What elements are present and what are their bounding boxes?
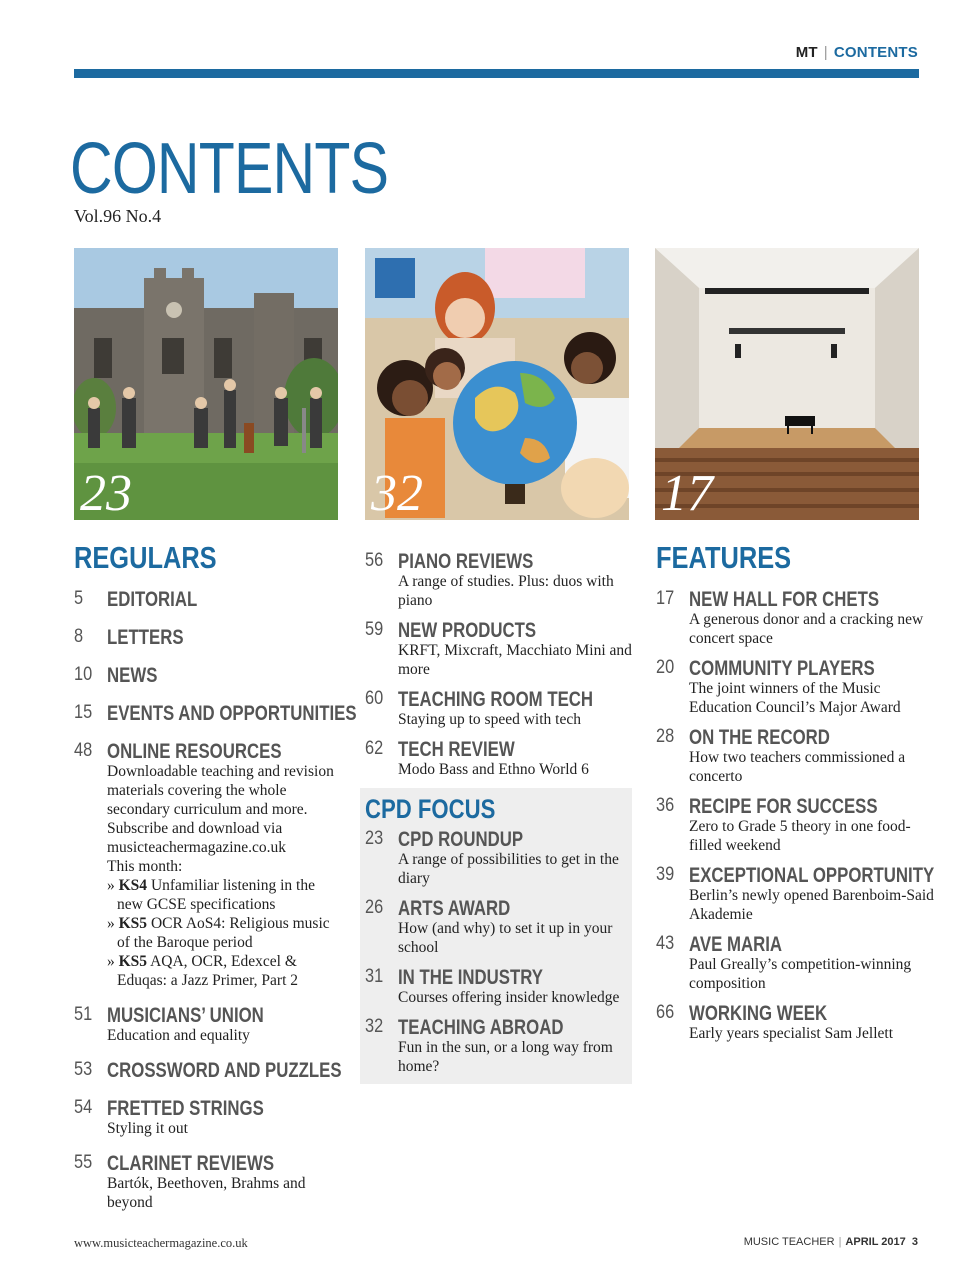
list-item[interactable] bbox=[74, 740, 344, 990]
item-description: The joint winners of the Music Education Council’s Major Award bbox=[689, 680, 901, 716]
footer-issue: APRIL 2017 bbox=[845, 1236, 906, 1248]
item-title: LETTERS bbox=[107, 626, 184, 649]
item-page: 55 bbox=[74, 1152, 93, 1173]
item-title: TECH REVIEW bbox=[398, 738, 515, 761]
item-title: EDITORIAL bbox=[107, 588, 198, 611]
item-description: How (and why) to set it up in your school bbox=[398, 920, 613, 956]
photo-page-number: 17 bbox=[661, 465, 713, 520]
photo-page-number: 23 bbox=[80, 465, 132, 520]
item-page: 56 bbox=[365, 550, 384, 571]
item-title: FRETTED STRINGS bbox=[107, 1097, 264, 1120]
resource-bullet: » KS5 OCR AoS4: Religious music of the Baroque period bbox=[107, 915, 330, 951]
photo-concert-hall bbox=[655, 248, 919, 520]
item-description: Bartók, Beethoven, Brahms and beyond bbox=[107, 1175, 306, 1211]
item-title: AVE MARIA bbox=[689, 933, 783, 956]
item-title: CLARINET REVIEWS bbox=[107, 1152, 275, 1175]
list-item[interactable] bbox=[74, 626, 344, 650]
list-item[interactable] bbox=[365, 619, 635, 679]
item-title: PIANO REVIEWS bbox=[398, 550, 534, 573]
item-page: 59 bbox=[365, 619, 384, 640]
list-item[interactable] bbox=[74, 664, 344, 688]
list-item[interactable] bbox=[74, 1152, 344, 1212]
item-title: TEACHING ROOM TECH bbox=[398, 688, 594, 711]
page-number: 3 bbox=[911, 1236, 918, 1248]
header-section: CONTENTS bbox=[833, 44, 918, 61]
list-item[interactable] bbox=[656, 1002, 926, 1043]
item-description: Education and equality bbox=[107, 1027, 250, 1044]
running-header bbox=[796, 44, 918, 61]
item-page: 5 bbox=[74, 588, 84, 609]
list-item[interactable] bbox=[365, 738, 635, 779]
photo-castle-quartet bbox=[74, 248, 338, 520]
item-title: COMMUNITY PLAYERS bbox=[689, 657, 875, 680]
item-description: Berlin’s newly opened Barenboim-Said Akademie bbox=[689, 887, 934, 923]
item-description: A generous donor and a cracking new concert space bbox=[689, 611, 924, 647]
page-title: CONTENTS bbox=[70, 129, 389, 209]
item-page: 15 bbox=[74, 702, 93, 723]
list-item[interactable] bbox=[365, 688, 635, 729]
item-page: 10 bbox=[74, 664, 93, 685]
photo-page-number: 32 bbox=[371, 465, 423, 520]
list-item[interactable] bbox=[656, 864, 935, 924]
volume-label: Vol.96 No.4 bbox=[74, 206, 162, 226]
item-page: 54 bbox=[74, 1097, 93, 1118]
item-page: 39 bbox=[656, 864, 675, 885]
list-item[interactable] bbox=[74, 588, 344, 612]
item-title: WORKING WEEK bbox=[689, 1002, 828, 1025]
cpd-heading: CPD FOCUS bbox=[365, 794, 496, 824]
list-item[interactable] bbox=[365, 550, 635, 610]
item-description: Downloadable teaching and revision materials covering the whole secondary curriculum and more. Subscribe and download via musicteachermagazine.co.uk bbox=[107, 763, 334, 856]
item-description: Courses offering insider knowledge bbox=[398, 989, 620, 1006]
item-title: MUSICIANS’ UNION bbox=[107, 1004, 264, 1027]
item-page: 23 bbox=[365, 828, 384, 849]
list-item[interactable] bbox=[74, 1004, 344, 1045]
item-page: 17 bbox=[656, 588, 675, 609]
item-title: ON THE RECORD bbox=[689, 726, 830, 749]
header-separator: | bbox=[823, 44, 828, 61]
item-page: 36 bbox=[656, 795, 675, 816]
item-title: IN THE INDUSTRY bbox=[398, 966, 543, 989]
bullet-text: Unfamiliar listening in the new GCSE specifications bbox=[117, 877, 315, 913]
item-page: 43 bbox=[656, 933, 675, 954]
item-title: CROSSWORD AND PUZZLES bbox=[107, 1059, 342, 1082]
list-item[interactable] bbox=[656, 795, 926, 855]
item-description: How two teachers commissioned a concerto bbox=[689, 749, 906, 785]
footer-mag: MUSIC TEACHER bbox=[743, 1236, 835, 1248]
list-item[interactable] bbox=[74, 702, 357, 726]
item-page: 51 bbox=[74, 1004, 93, 1025]
cpd-focus-box bbox=[360, 788, 632, 1084]
list-item[interactable] bbox=[656, 933, 926, 993]
item-title: NEW PRODUCTS bbox=[398, 619, 537, 642]
item-page: 26 bbox=[365, 897, 384, 918]
list-item[interactable] bbox=[365, 828, 627, 888]
footer-folio bbox=[744, 1236, 918, 1248]
item-title: ARTS AWARD bbox=[398, 897, 511, 920]
regulars-heading: REGULARS bbox=[74, 540, 217, 575]
item-page: 60 bbox=[365, 688, 384, 709]
item-title: NEW HALL FOR CHETS bbox=[689, 588, 880, 611]
item-description: A range of possibilities to get in the diary bbox=[398, 851, 619, 887]
item-page: 20 bbox=[656, 657, 675, 678]
item-page: 48 bbox=[74, 740, 93, 761]
item-description: Early years specialist Sam Jellett bbox=[689, 1025, 894, 1042]
list-item[interactable] bbox=[365, 897, 627, 957]
item-page: 32 bbox=[365, 1016, 384, 1037]
header-rule bbox=[74, 69, 919, 78]
list-item[interactable] bbox=[656, 657, 926, 717]
this-month-label: This month: bbox=[107, 858, 183, 875]
item-page: 62 bbox=[365, 738, 384, 759]
bullet-text: OCR AoS4: Religious music of the Baroque period bbox=[117, 915, 330, 951]
item-description: Staying up to speed with tech bbox=[398, 711, 581, 728]
photo-classroom-globe bbox=[365, 248, 629, 520]
resource-bullet: » KS4 Unfamiliar listening in the new GCSE specifications bbox=[107, 877, 315, 913]
item-title: CPD ROUNDUP bbox=[398, 828, 524, 851]
item-title: EVENTS AND OPPORTUNITIES bbox=[107, 702, 357, 725]
features-heading: FEATURES bbox=[656, 540, 792, 575]
item-title: TEACHING ABROAD bbox=[398, 1016, 564, 1039]
item-title: NEWS bbox=[107, 664, 158, 687]
item-page: 53 bbox=[74, 1059, 93, 1080]
footer-url[interactable]: www.musicteachermagazine.co.uk bbox=[74, 1236, 248, 1250]
list-item[interactable] bbox=[656, 726, 926, 786]
list-item[interactable] bbox=[365, 1016, 627, 1076]
item-page: 66 bbox=[656, 1002, 675, 1023]
item-page: 28 bbox=[656, 726, 675, 747]
item-description: Styling it out bbox=[107, 1120, 188, 1137]
item-description: Paul Greally’s competition-winning composition bbox=[689, 956, 912, 992]
list-item[interactable] bbox=[74, 1097, 344, 1138]
item-description: A range of studies. Plus: duos with piano bbox=[398, 573, 614, 609]
item-description: Fun in the sun, or a long way from home? bbox=[398, 1039, 613, 1075]
resource-bullet: » KS5 AQA, OCR, Edexcel & Eduqas: a Jazz Primer, Part 2 bbox=[107, 953, 299, 989]
bullet-level: KS4 bbox=[118, 877, 148, 894]
list-item[interactable] bbox=[365, 966, 627, 1007]
item-title: RECIPE FOR SUCCESS bbox=[689, 795, 878, 818]
list-item[interactable] bbox=[656, 588, 926, 648]
bullet-level: KS5 bbox=[118, 915, 148, 932]
item-page: 8 bbox=[74, 626, 84, 647]
item-description: KRFT, Mixcraft, Macchiato Mini and more bbox=[398, 642, 632, 678]
item-description: Zero to Grade 5 theory in one food-filled weekend bbox=[689, 818, 911, 854]
header-mag: MT bbox=[795, 44, 818, 61]
footer-separator: | bbox=[838, 1236, 842, 1248]
item-title: EXCEPTIONAL OPPORTUNITY bbox=[689, 864, 935, 887]
bullet-level: KS5 bbox=[118, 953, 148, 970]
bullet-text: AQA, OCR, Edexcel & Eduqas: a Jazz Primer, Part 2 bbox=[117, 953, 299, 989]
middle-column bbox=[365, 550, 635, 1084]
item-description: Modo Bass and Ethno World 6 bbox=[398, 761, 589, 778]
list-item[interactable] bbox=[74, 1059, 344, 1083]
item-page: 31 bbox=[365, 966, 384, 987]
features-column bbox=[656, 540, 935, 1052]
regulars-column bbox=[74, 540, 357, 1226]
item-title: ONLINE RESOURCES bbox=[107, 740, 282, 763]
